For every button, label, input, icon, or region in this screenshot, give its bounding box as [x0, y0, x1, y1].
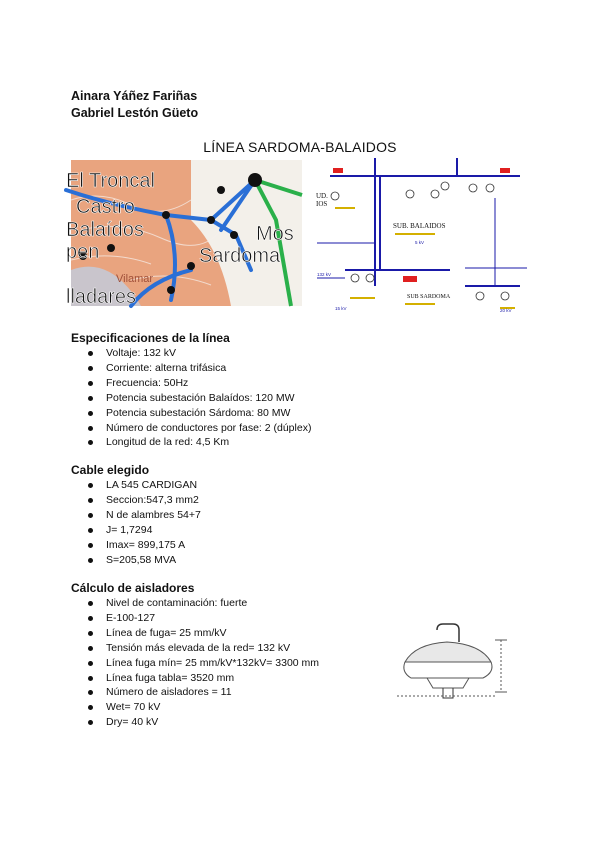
- bullet-icon: [88, 558, 93, 563]
- list-item: Dry= 40 kV: [88, 715, 319, 730]
- bullet-icon: [88, 411, 93, 416]
- authors-block: [71, 88, 198, 122]
- electrical-schematic: [315, 158, 527, 314]
- list-item: N de alambres 54+7: [88, 508, 201, 523]
- bullet-icon: [88, 705, 93, 710]
- list-item: Wet= 70 kV: [88, 700, 319, 715]
- bullet-icon: [88, 676, 93, 681]
- bullet-icon: [88, 513, 93, 518]
- list-aisladores: [88, 596, 319, 730]
- list-item: Potencia subestación Sárdoma: 80 MW: [88, 406, 311, 421]
- list-item: E-100-127: [88, 611, 319, 626]
- map-image: [66, 160, 302, 308]
- bullet-icon: [88, 351, 93, 356]
- schem-label-sub-balaidos: SUB. BALAIDOS: [393, 222, 446, 230]
- section-title-aisladores: Cálculo de aisladores: [71, 581, 195, 595]
- list-especificaciones: [88, 346, 311, 450]
- author-1: Ainara Yáñez Fariñas: [71, 89, 198, 103]
- schem-label-15kv: 15 kV: [335, 306, 347, 311]
- page-title: LÍNEA SARDOMA-BALAIDOS: [203, 139, 397, 155]
- schem-label-sub-sardoma: SUB SARDOMA: [407, 294, 451, 300]
- list-item: Imax= 899,175 A: [88, 538, 201, 553]
- list-item: Seccion:547,3 mm2: [88, 493, 201, 508]
- list-item: Tensión más elevada de la red= 132 kV: [88, 641, 319, 656]
- map-label-castro: Castro: [76, 196, 135, 218]
- bullet-icon: [88, 528, 93, 533]
- bullet-icon: [88, 440, 93, 445]
- list-item: S=205,58 MVA: [88, 553, 201, 568]
- list-item: LA 545 CARDIGAN: [88, 478, 201, 493]
- map-label-el-troncal: El Troncal: [66, 170, 155, 192]
- schem-label-5kv: 5 kV: [415, 240, 425, 245]
- bullet-icon: [88, 661, 93, 666]
- list-item: Número de conductores por fase: 2 (dúplex): [88, 421, 311, 436]
- list-item: Voltaje: 132 kV: [88, 346, 311, 361]
- bullet-icon: [88, 631, 93, 636]
- map-label-sardoma: Sardoma: [199, 245, 281, 267]
- map-label-vilamar: Vilamar: [116, 273, 154, 285]
- bullet-icon: [88, 543, 93, 548]
- author-2: Gabriel Lestón Güeto: [71, 106, 199, 120]
- list-item: J= 1,7294: [88, 523, 201, 538]
- map-label-balaidos: Balaídos: [66, 219, 144, 241]
- list-item: Nivel de contaminación: fuerte: [88, 596, 319, 611]
- bullet-icon: [88, 690, 93, 695]
- bullet-icon: [88, 601, 93, 606]
- map-label-mos: Mos: [256, 223, 294, 245]
- list-item: Número de aisladores = 11: [88, 685, 319, 700]
- bullet-icon: [88, 498, 93, 503]
- bullet-icon: [88, 483, 93, 488]
- list-cable: [88, 478, 201, 567]
- map-label-pen: pen: [66, 241, 100, 263]
- list-item: Longitud de la red: 4,5 Km: [88, 435, 311, 450]
- list-item: Línea de fuga= 25 mm/kV: [88, 626, 319, 641]
- map-label-lladares: lladares: [66, 286, 137, 308]
- section-title-cable: Cable elegido: [71, 463, 150, 477]
- bullet-icon: [88, 366, 93, 371]
- schem-label-132kv: 132 kV: [317, 272, 332, 277]
- schem-label-20kv: 20 kV: [500, 308, 512, 313]
- bullet-icon: [88, 646, 93, 651]
- list-item: Frecuencia: 50Hz: [88, 376, 311, 391]
- list-item: Línea fuga mín= 25 mm/kV*132kV= 3300 mm: [88, 656, 319, 671]
- bullet-icon: [88, 616, 93, 621]
- list-item: Corriente: alterna trifásica: [88, 361, 311, 376]
- bullet-icon: [88, 720, 93, 725]
- list-item: Potencia subestación Balaídos: 120 MW: [88, 391, 311, 406]
- insulator-drawing: [397, 622, 517, 700]
- bullet-icon: [88, 426, 93, 431]
- schem-label-ios: IOS: [316, 200, 328, 208]
- schem-label-ud: UD.: [316, 192, 328, 200]
- list-item: Línea fuga tabla= 3520 mm: [88, 671, 319, 686]
- bullet-icon: [88, 396, 93, 401]
- section-title-especificaciones: Especificaciones de la línea: [71, 331, 230, 345]
- bullet-icon: [88, 381, 93, 386]
